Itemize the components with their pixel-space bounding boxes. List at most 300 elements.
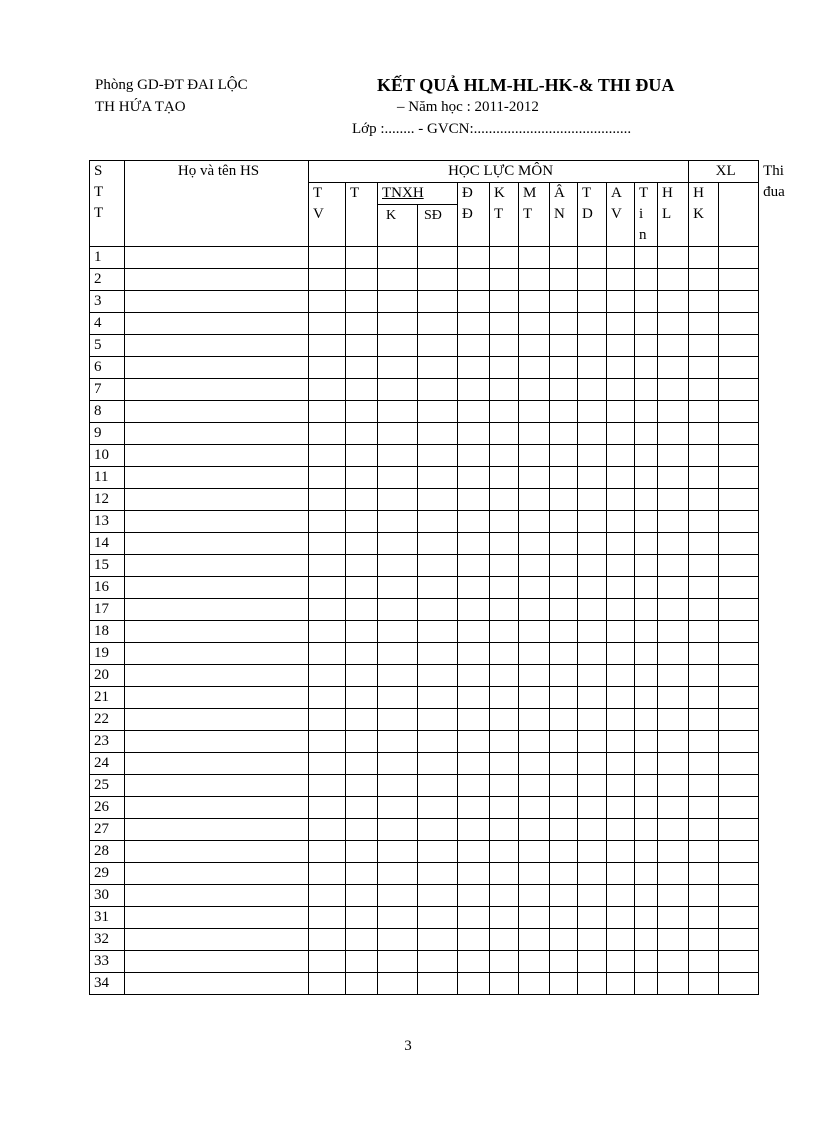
tv-cell[interactable] bbox=[309, 291, 346, 313]
hl-cell[interactable] bbox=[658, 643, 689, 665]
an-cell[interactable] bbox=[550, 709, 578, 731]
tnxh-k-cell[interactable] bbox=[378, 885, 418, 907]
tnxh-sd-cell[interactable] bbox=[418, 709, 458, 731]
tv-cell[interactable] bbox=[309, 929, 346, 951]
tv-cell[interactable] bbox=[309, 709, 346, 731]
dd-cell[interactable] bbox=[458, 775, 490, 797]
student-name-cell[interactable] bbox=[125, 599, 309, 621]
thidua-cell[interactable] bbox=[719, 621, 759, 643]
td-cell[interactable] bbox=[578, 269, 607, 291]
kt-cell[interactable] bbox=[490, 445, 519, 467]
av-cell[interactable] bbox=[607, 797, 635, 819]
hk-cell[interactable] bbox=[689, 335, 719, 357]
mt-cell[interactable] bbox=[519, 247, 550, 269]
av-cell[interactable] bbox=[607, 357, 635, 379]
student-name-cell[interactable] bbox=[125, 313, 309, 335]
tv-cell[interactable] bbox=[309, 621, 346, 643]
av-cell[interactable] bbox=[607, 973, 635, 995]
hl-cell[interactable] bbox=[658, 973, 689, 995]
thidua-cell[interactable] bbox=[719, 511, 759, 533]
av-cell[interactable] bbox=[607, 885, 635, 907]
td-cell[interactable] bbox=[578, 423, 607, 445]
t-cell[interactable] bbox=[346, 335, 378, 357]
tv-cell[interactable] bbox=[309, 775, 346, 797]
kt-cell[interactable] bbox=[490, 753, 519, 775]
tnxh-k-cell[interactable] bbox=[378, 973, 418, 995]
mt-cell[interactable] bbox=[519, 555, 550, 577]
tin-cell[interactable] bbox=[635, 467, 658, 489]
tin-cell[interactable] bbox=[635, 951, 658, 973]
thidua-cell[interactable] bbox=[719, 335, 759, 357]
student-name-cell[interactable] bbox=[125, 929, 309, 951]
tin-cell[interactable] bbox=[635, 423, 658, 445]
hk-cell[interactable] bbox=[689, 907, 719, 929]
kt-cell[interactable] bbox=[490, 951, 519, 973]
dd-cell[interactable] bbox=[458, 797, 490, 819]
student-name-cell[interactable] bbox=[125, 687, 309, 709]
av-cell[interactable] bbox=[607, 445, 635, 467]
an-cell[interactable] bbox=[550, 401, 578, 423]
td-cell[interactable] bbox=[578, 247, 607, 269]
tv-cell[interactable] bbox=[309, 973, 346, 995]
t-cell[interactable] bbox=[346, 269, 378, 291]
hk-cell[interactable] bbox=[689, 643, 719, 665]
hl-cell[interactable] bbox=[658, 423, 689, 445]
hl-cell[interactable] bbox=[658, 511, 689, 533]
mt-cell[interactable] bbox=[519, 533, 550, 555]
dd-cell[interactable] bbox=[458, 687, 490, 709]
tin-cell[interactable] bbox=[635, 555, 658, 577]
av-cell[interactable] bbox=[607, 313, 635, 335]
student-name-cell[interactable] bbox=[125, 951, 309, 973]
tnxh-sd-cell[interactable] bbox=[418, 621, 458, 643]
hk-cell[interactable] bbox=[689, 467, 719, 489]
td-cell[interactable] bbox=[578, 797, 607, 819]
kt-cell[interactable] bbox=[490, 929, 519, 951]
thidua-cell[interactable] bbox=[719, 687, 759, 709]
hl-cell[interactable] bbox=[658, 841, 689, 863]
td-cell[interactable] bbox=[578, 335, 607, 357]
an-cell[interactable] bbox=[550, 775, 578, 797]
td-cell[interactable] bbox=[578, 643, 607, 665]
td-cell[interactable] bbox=[578, 489, 607, 511]
kt-cell[interactable] bbox=[490, 819, 519, 841]
thidua-cell[interactable] bbox=[719, 489, 759, 511]
thidua-cell[interactable] bbox=[719, 709, 759, 731]
tnxh-k-cell[interactable] bbox=[378, 907, 418, 929]
tnxh-sd-cell[interactable] bbox=[418, 357, 458, 379]
td-cell[interactable] bbox=[578, 401, 607, 423]
thidua-cell[interactable] bbox=[719, 907, 759, 929]
tin-cell[interactable] bbox=[635, 775, 658, 797]
dd-cell[interactable] bbox=[458, 511, 490, 533]
td-cell[interactable] bbox=[578, 313, 607, 335]
kt-cell[interactable] bbox=[490, 973, 519, 995]
tnxh-k-cell[interactable] bbox=[378, 863, 418, 885]
t-cell[interactable] bbox=[346, 401, 378, 423]
an-cell[interactable] bbox=[550, 357, 578, 379]
t-cell[interactable] bbox=[346, 291, 378, 313]
hk-cell[interactable] bbox=[689, 709, 719, 731]
student-name-cell[interactable] bbox=[125, 819, 309, 841]
mt-cell[interactable] bbox=[519, 951, 550, 973]
an-cell[interactable] bbox=[550, 269, 578, 291]
td-cell[interactable] bbox=[578, 445, 607, 467]
hk-cell[interactable] bbox=[689, 313, 719, 335]
kt-cell[interactable] bbox=[490, 269, 519, 291]
mt-cell[interactable] bbox=[519, 357, 550, 379]
tnxh-sd-cell[interactable] bbox=[418, 665, 458, 687]
t-cell[interactable] bbox=[346, 599, 378, 621]
mt-cell[interactable] bbox=[519, 665, 550, 687]
tnxh-sd-cell[interactable] bbox=[418, 929, 458, 951]
dd-cell[interactable] bbox=[458, 247, 490, 269]
av-cell[interactable] bbox=[607, 929, 635, 951]
tnxh-sd-cell[interactable] bbox=[418, 863, 458, 885]
an-cell[interactable] bbox=[550, 797, 578, 819]
thidua-cell[interactable] bbox=[719, 313, 759, 335]
hk-cell[interactable] bbox=[689, 929, 719, 951]
tv-cell[interactable] bbox=[309, 577, 346, 599]
td-cell[interactable] bbox=[578, 841, 607, 863]
tnxh-sd-cell[interactable] bbox=[418, 445, 458, 467]
tv-cell[interactable] bbox=[309, 841, 346, 863]
tv-cell[interactable] bbox=[309, 357, 346, 379]
tv-cell[interactable] bbox=[309, 379, 346, 401]
tnxh-sd-cell[interactable] bbox=[418, 489, 458, 511]
dd-cell[interactable] bbox=[458, 489, 490, 511]
tnxh-sd-cell[interactable] bbox=[418, 335, 458, 357]
dd-cell[interactable] bbox=[458, 819, 490, 841]
av-cell[interactable] bbox=[607, 819, 635, 841]
av-cell[interactable] bbox=[607, 401, 635, 423]
hl-cell[interactable] bbox=[658, 577, 689, 599]
tnxh-k-cell[interactable] bbox=[378, 709, 418, 731]
student-name-cell[interactable] bbox=[125, 775, 309, 797]
dd-cell[interactable] bbox=[458, 599, 490, 621]
thidua-cell[interactable] bbox=[719, 841, 759, 863]
an-cell[interactable] bbox=[550, 621, 578, 643]
kt-cell[interactable] bbox=[490, 379, 519, 401]
hl-cell[interactable] bbox=[658, 709, 689, 731]
tv-cell[interactable] bbox=[309, 687, 346, 709]
dd-cell[interactable] bbox=[458, 577, 490, 599]
dd-cell[interactable] bbox=[458, 313, 490, 335]
thidua-cell[interactable] bbox=[719, 753, 759, 775]
tin-cell[interactable] bbox=[635, 533, 658, 555]
tnxh-sd-cell[interactable] bbox=[418, 467, 458, 489]
tin-cell[interactable] bbox=[635, 577, 658, 599]
student-name-cell[interactable] bbox=[125, 269, 309, 291]
hl-cell[interactable] bbox=[658, 247, 689, 269]
dd-cell[interactable] bbox=[458, 709, 490, 731]
tv-cell[interactable] bbox=[309, 247, 346, 269]
hl-cell[interactable] bbox=[658, 313, 689, 335]
tnxh-sd-cell[interactable] bbox=[418, 533, 458, 555]
an-cell[interactable] bbox=[550, 379, 578, 401]
tnxh-k-cell[interactable] bbox=[378, 951, 418, 973]
tv-cell[interactable] bbox=[309, 423, 346, 445]
td-cell[interactable] bbox=[578, 555, 607, 577]
student-name-cell[interactable] bbox=[125, 731, 309, 753]
tnxh-k-cell[interactable] bbox=[378, 511, 418, 533]
hl-cell[interactable] bbox=[658, 797, 689, 819]
mt-cell[interactable] bbox=[519, 643, 550, 665]
tin-cell[interactable] bbox=[635, 863, 658, 885]
student-name-cell[interactable] bbox=[125, 555, 309, 577]
hk-cell[interactable] bbox=[689, 797, 719, 819]
td-cell[interactable] bbox=[578, 533, 607, 555]
t-cell[interactable] bbox=[346, 907, 378, 929]
mt-cell[interactable] bbox=[519, 731, 550, 753]
thidua-cell[interactable] bbox=[719, 599, 759, 621]
mt-cell[interactable] bbox=[519, 599, 550, 621]
hl-cell[interactable] bbox=[658, 819, 689, 841]
t-cell[interactable] bbox=[346, 467, 378, 489]
hl-cell[interactable] bbox=[658, 775, 689, 797]
thidua-cell[interactable] bbox=[719, 951, 759, 973]
an-cell[interactable] bbox=[550, 467, 578, 489]
t-cell[interactable] bbox=[346, 753, 378, 775]
tv-cell[interactable] bbox=[309, 467, 346, 489]
kt-cell[interactable] bbox=[490, 577, 519, 599]
kt-cell[interactable] bbox=[490, 313, 519, 335]
hl-cell[interactable] bbox=[658, 269, 689, 291]
td-cell[interactable] bbox=[578, 291, 607, 313]
hl-cell[interactable] bbox=[658, 929, 689, 951]
t-cell[interactable] bbox=[346, 797, 378, 819]
hk-cell[interactable] bbox=[689, 599, 719, 621]
tv-cell[interactable] bbox=[309, 907, 346, 929]
dd-cell[interactable] bbox=[458, 753, 490, 775]
t-cell[interactable] bbox=[346, 885, 378, 907]
kt-cell[interactable] bbox=[490, 907, 519, 929]
thidua-cell[interactable] bbox=[719, 533, 759, 555]
tnxh-k-cell[interactable] bbox=[378, 357, 418, 379]
mt-cell[interactable] bbox=[519, 907, 550, 929]
student-name-cell[interactable] bbox=[125, 753, 309, 775]
hk-cell[interactable] bbox=[689, 863, 719, 885]
student-name-cell[interactable] bbox=[125, 335, 309, 357]
dd-cell[interactable] bbox=[458, 269, 490, 291]
hl-cell[interactable] bbox=[658, 753, 689, 775]
an-cell[interactable] bbox=[550, 533, 578, 555]
hk-cell[interactable] bbox=[689, 291, 719, 313]
tin-cell[interactable] bbox=[635, 621, 658, 643]
td-cell[interactable] bbox=[578, 665, 607, 687]
hl-cell[interactable] bbox=[658, 731, 689, 753]
an-cell[interactable] bbox=[550, 489, 578, 511]
mt-cell[interactable] bbox=[519, 819, 550, 841]
tnxh-k-cell[interactable] bbox=[378, 445, 418, 467]
av-cell[interactable] bbox=[607, 643, 635, 665]
td-cell[interactable] bbox=[578, 731, 607, 753]
hk-cell[interactable] bbox=[689, 731, 719, 753]
t-cell[interactable] bbox=[346, 555, 378, 577]
kt-cell[interactable] bbox=[490, 643, 519, 665]
dd-cell[interactable] bbox=[458, 379, 490, 401]
tin-cell[interactable] bbox=[635, 709, 658, 731]
tin-cell[interactable] bbox=[635, 445, 658, 467]
thidua-cell[interactable] bbox=[719, 665, 759, 687]
kt-cell[interactable] bbox=[490, 621, 519, 643]
mt-cell[interactable] bbox=[519, 797, 550, 819]
hl-cell[interactable] bbox=[658, 467, 689, 489]
student-name-cell[interactable] bbox=[125, 533, 309, 555]
t-cell[interactable] bbox=[346, 819, 378, 841]
tin-cell[interactable] bbox=[635, 335, 658, 357]
av-cell[interactable] bbox=[607, 291, 635, 313]
td-cell[interactable] bbox=[578, 863, 607, 885]
tin-cell[interactable] bbox=[635, 753, 658, 775]
tin-cell[interactable] bbox=[635, 379, 658, 401]
thidua-cell[interactable] bbox=[719, 819, 759, 841]
dd-cell[interactable] bbox=[458, 621, 490, 643]
an-cell[interactable] bbox=[550, 291, 578, 313]
an-cell[interactable] bbox=[550, 247, 578, 269]
av-cell[interactable] bbox=[607, 247, 635, 269]
av-cell[interactable] bbox=[607, 555, 635, 577]
hl-cell[interactable] bbox=[658, 665, 689, 687]
an-cell[interactable] bbox=[550, 929, 578, 951]
an-cell[interactable] bbox=[550, 687, 578, 709]
tnxh-sd-cell[interactable] bbox=[418, 753, 458, 775]
td-cell[interactable] bbox=[578, 467, 607, 489]
hl-cell[interactable] bbox=[658, 379, 689, 401]
an-cell[interactable] bbox=[550, 951, 578, 973]
mt-cell[interactable] bbox=[519, 885, 550, 907]
av-cell[interactable] bbox=[607, 907, 635, 929]
tnxh-sd-cell[interactable] bbox=[418, 269, 458, 291]
tnxh-sd-cell[interactable] bbox=[418, 247, 458, 269]
thidua-cell[interactable] bbox=[719, 379, 759, 401]
thidua-cell[interactable] bbox=[719, 731, 759, 753]
av-cell[interactable] bbox=[607, 533, 635, 555]
av-cell[interactable] bbox=[607, 731, 635, 753]
mt-cell[interactable] bbox=[519, 423, 550, 445]
kt-cell[interactable] bbox=[490, 401, 519, 423]
mt-cell[interactable] bbox=[519, 489, 550, 511]
av-cell[interactable] bbox=[607, 775, 635, 797]
tnxh-k-cell[interactable] bbox=[378, 731, 418, 753]
tv-cell[interactable] bbox=[309, 753, 346, 775]
tin-cell[interactable] bbox=[635, 973, 658, 995]
tin-cell[interactable] bbox=[635, 731, 658, 753]
tnxh-sd-cell[interactable] bbox=[418, 951, 458, 973]
thidua-cell[interactable] bbox=[719, 885, 759, 907]
mt-cell[interactable] bbox=[519, 753, 550, 775]
tin-cell[interactable] bbox=[635, 247, 658, 269]
mt-cell[interactable] bbox=[519, 577, 550, 599]
an-cell[interactable] bbox=[550, 313, 578, 335]
av-cell[interactable] bbox=[607, 577, 635, 599]
td-cell[interactable] bbox=[578, 753, 607, 775]
student-name-cell[interactable] bbox=[125, 665, 309, 687]
tnxh-sd-cell[interactable] bbox=[418, 423, 458, 445]
tnxh-k-cell[interactable] bbox=[378, 379, 418, 401]
student-name-cell[interactable] bbox=[125, 643, 309, 665]
thidua-cell[interactable] bbox=[719, 929, 759, 951]
kt-cell[interactable] bbox=[490, 467, 519, 489]
td-cell[interactable] bbox=[578, 357, 607, 379]
an-cell[interactable] bbox=[550, 753, 578, 775]
hl-cell[interactable] bbox=[658, 621, 689, 643]
tin-cell[interactable] bbox=[635, 511, 658, 533]
dd-cell[interactable] bbox=[458, 533, 490, 555]
tv-cell[interactable] bbox=[309, 489, 346, 511]
thidua-cell[interactable] bbox=[719, 445, 759, 467]
tnxh-k-cell[interactable] bbox=[378, 665, 418, 687]
hk-cell[interactable] bbox=[689, 423, 719, 445]
t-cell[interactable] bbox=[346, 511, 378, 533]
mt-cell[interactable] bbox=[519, 313, 550, 335]
hk-cell[interactable] bbox=[689, 555, 719, 577]
t-cell[interactable] bbox=[346, 423, 378, 445]
tv-cell[interactable] bbox=[309, 951, 346, 973]
td-cell[interactable] bbox=[578, 687, 607, 709]
mt-cell[interactable] bbox=[519, 401, 550, 423]
kt-cell[interactable] bbox=[490, 555, 519, 577]
t-cell[interactable] bbox=[346, 687, 378, 709]
av-cell[interactable] bbox=[607, 379, 635, 401]
student-name-cell[interactable] bbox=[125, 841, 309, 863]
thidua-cell[interactable] bbox=[719, 797, 759, 819]
t-cell[interactable] bbox=[346, 929, 378, 951]
thidua-cell[interactable] bbox=[719, 555, 759, 577]
an-cell[interactable] bbox=[550, 907, 578, 929]
tv-cell[interactable] bbox=[309, 533, 346, 555]
tnxh-k-cell[interactable] bbox=[378, 819, 418, 841]
kt-cell[interactable] bbox=[490, 291, 519, 313]
kt-cell[interactable] bbox=[490, 599, 519, 621]
dd-cell[interactable] bbox=[458, 401, 490, 423]
dd-cell[interactable] bbox=[458, 907, 490, 929]
student-name-cell[interactable] bbox=[125, 401, 309, 423]
td-cell[interactable] bbox=[578, 379, 607, 401]
dd-cell[interactable] bbox=[458, 467, 490, 489]
an-cell[interactable] bbox=[550, 973, 578, 995]
mt-cell[interactable] bbox=[519, 863, 550, 885]
tv-cell[interactable] bbox=[309, 401, 346, 423]
tv-cell[interactable] bbox=[309, 511, 346, 533]
tnxh-sd-cell[interactable] bbox=[418, 885, 458, 907]
td-cell[interactable] bbox=[578, 599, 607, 621]
hl-cell[interactable] bbox=[658, 885, 689, 907]
mt-cell[interactable] bbox=[519, 379, 550, 401]
t-cell[interactable] bbox=[346, 379, 378, 401]
thidua-cell[interactable] bbox=[719, 577, 759, 599]
dd-cell[interactable] bbox=[458, 973, 490, 995]
thidua-cell[interactable] bbox=[719, 973, 759, 995]
tnxh-k-cell[interactable] bbox=[378, 621, 418, 643]
av-cell[interactable] bbox=[607, 621, 635, 643]
hk-cell[interactable] bbox=[689, 621, 719, 643]
tnxh-sd-cell[interactable] bbox=[418, 907, 458, 929]
student-name-cell[interactable] bbox=[125, 357, 309, 379]
kt-cell[interactable] bbox=[490, 775, 519, 797]
mt-cell[interactable] bbox=[519, 511, 550, 533]
thidua-cell[interactable] bbox=[719, 643, 759, 665]
thidua-cell[interactable] bbox=[719, 247, 759, 269]
thidua-cell[interactable] bbox=[719, 863, 759, 885]
dd-cell[interactable] bbox=[458, 885, 490, 907]
student-name-cell[interactable] bbox=[125, 489, 309, 511]
tnxh-sd-cell[interactable] bbox=[418, 379, 458, 401]
student-name-cell[interactable] bbox=[125, 291, 309, 313]
hl-cell[interactable] bbox=[658, 401, 689, 423]
tnxh-sd-cell[interactable] bbox=[418, 731, 458, 753]
an-cell[interactable] bbox=[550, 841, 578, 863]
